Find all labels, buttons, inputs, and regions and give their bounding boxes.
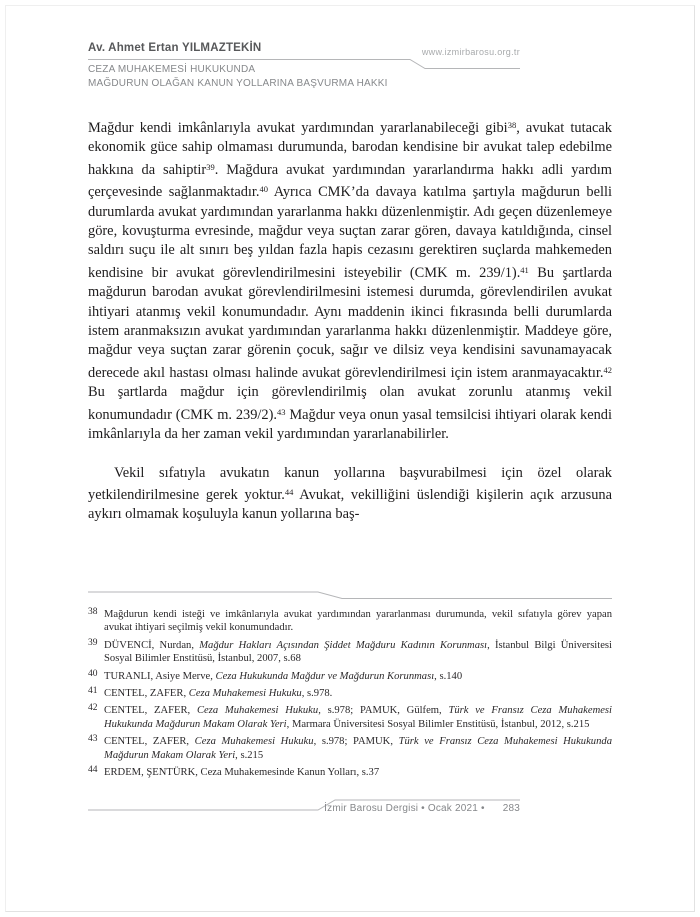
footnote-number: 40 — [88, 668, 98, 679]
footnote-number: 44 — [88, 765, 98, 776]
footnote — [88, 608, 612, 635]
footnote-text: , s.978; PAMUK, Gülfem, — [318, 705, 449, 717]
footnote-text: CENTEL, ZAFER, — [104, 736, 195, 748]
footnote-text: Ceza Muhakemesi Hukuku — [194, 736, 314, 748]
text-segment: Mağdur veya onun yasal temsilcisi ihtiyari olarak kendi imkânlarıyla da her zaman vekil yardımından yararlanabilirler. — [88, 406, 612, 443]
footnote-number: 38 — [88, 607, 98, 617]
footnote-ref: 43 — [277, 406, 286, 417]
footnote — [88, 735, 612, 762]
footnote-text: , İstanbul Bilgi Üniversitesi Sosyal Bilimler Enstitüsü, İstanbul, 2007, s.68 — [104, 639, 612, 665]
footnote-text: Ceza Muhakemesi Hukuku — [196, 705, 319, 717]
paragraph — [88, 464, 612, 525]
text-segment: Vekil sıfatıyla avukatın kanun yollarına başvurabilmesi için özel olarak yetkilendirilmesine gerek yoktur. — [88, 464, 612, 503]
footnote-text: ERDEM, ŞENTÜRK, Ceza Muhakemesinde Kanun Yolları, s.37 — [104, 767, 380, 779]
text-segment: , avukat tutacak ekonomik güce sahip olmaması durumunda, barodan kendisine bir avukat talep edebilme hakkına da sahiptir — [88, 120, 612, 178]
footnote-text: , s.978. — [301, 688, 333, 700]
footnote-text: Mağdur Hakları Açısından Şiddet Mağduru Kadının Korunması — [199, 639, 488, 651]
footnote-text: Türk ve Fransız Ceza Muhakemesi Hukukunda Mağdurun Makam Olarak Yeri — [104, 705, 613, 730]
footnote-ref: 42 — [603, 364, 612, 375]
footnote-number: 43 — [88, 734, 98, 745]
text-segment: Bu şartlarda mağdurun barodan avukat görevlendirilmesini istemesi durumda, görevlendirilen avukat ihtiyari atanmış vekil konumundadır. Aynı maddenin ikinci fıkrasında belli durumlarda istem aranmaksızın avukat yardımından yararlanma hakkı düzenlenmiştir. Maddeye göre, mağdur veya suçtan zarar görenin çocuk, sağır ve dilsiz veya kendisini savunamayacak derecede akıl hastası olması halinde avukat görevlendirilmesi için istem aranmayacaktır. — [88, 264, 612, 381]
footnote-list — [88, 608, 612, 779]
article-body — [88, 116, 612, 594]
page-header — [88, 42, 612, 112]
footnote-text: Türk ve Fransız Ceza Muhakemesi Hukukunda Mağdurun Makam Olarak Yeri — [104, 736, 612, 761]
footer-text — [318, 803, 520, 814]
footnote — [88, 766, 612, 779]
footnote — [88, 687, 612, 700]
journal-name: İzmir Barosu Dergisi • Ocak 2021 • — [324, 803, 485, 814]
footnote-text: , Marmara Üniversitesi Sosyal Bilimler Enstitüsü, İstanbul, 2012, s.215 — [286, 718, 590, 730]
footnote-text: , s.140 — [434, 670, 463, 682]
footnotes-section — [88, 591, 612, 779]
website-url: www.izmirbarosu.org.tr — [421, 47, 520, 57]
footnote-text: , s.978; PAMUK, — [313, 736, 399, 748]
footnote-separator — [88, 591, 612, 600]
footnote-text: TURANLI, Asiye Merve, — [104, 670, 216, 682]
footnote-ref: 40 — [259, 184, 269, 195]
footnote-number: 39 — [88, 637, 98, 648]
footnote — [88, 639, 612, 666]
article-title-line2: MAĞDURUN OLAĞAN KANUN YOLLARINA BAŞVURMA HAKKI — [88, 78, 388, 89]
text-segment: Bu şartlarda mağdur için görevlendirilmiş olan avukat zorunlu atanmış vekil konumundadır (CMK m. 239/2). — [88, 384, 612, 423]
footnote-text: DÜVENCİ, Nurdan, — [104, 639, 200, 651]
article-title-line1: CEZA MUHAKEMESİ HUKUKUNDA — [88, 64, 256, 75]
text-segment: Mağdur kendi imkânlarıyla avukat yardımından yararlanabileceği gibi — [88, 120, 508, 136]
text-segment: Ayrıca CMK’da davaya katılma şartıyla mağdurun belli durumlarda avukat yardımından yararlanma hakkı düzenlenmiştir. Adı geçen düzenlemeye göre, kovuşturma evresinde, mağdur veya suçtan zarar gören, davaya katıldığında, cinsel saldırı suçu ile alt sınırı beş yıldan fazla hapis cezasını gerektiren suçlarda mahkemeden kendisine bir avukat görevlendirilmesini isteyebilir (CMK m. 239/1). — [88, 184, 612, 281]
footnote-text: CENTEL, ZAFER, — [104, 688, 189, 700]
footnote-ref: 44 — [284, 486, 294, 497]
footnote — [88, 704, 612, 731]
footnote-number: 42 — [88, 703, 98, 714]
footnote-text: , s.215 — [235, 749, 264, 761]
text-segment: Avukat, vekilliğini üslendiği kişilerin açık arzusuna aykırı olmamak koşuluyla kanun yollarına baş- — [88, 486, 612, 523]
footnote-text: Ceza Muhakemesi Hukuku — [188, 688, 302, 700]
footnote-text: Ceza Hukukunda Mağdur ve Mağdurun Korunması — [215, 670, 435, 682]
footnote-ref: 38 — [507, 120, 517, 130]
footnote — [88, 670, 612, 683]
page-footer — [88, 795, 612, 827]
footnote-text: CENTEL, ZAFER, — [104, 705, 197, 717]
footnote-ref: 41 — [520, 264, 529, 275]
footnote-number: 41 — [88, 686, 98, 697]
page-number: 283 — [502, 803, 520, 814]
author-name: Av. Ahmet Ertan YILMAZTEKİN — [88, 42, 262, 54]
footnote-ref: 39 — [206, 161, 215, 172]
footnote-text: Mağdurun kendi isteği ve imkânlarıyla avukat yardımından yararlanması durumunda, vekil sıfatıyla görev yapan avukat ihtiyari seçilmiş vekil konumundadır. — [104, 609, 612, 634]
text-segment: . Mağdura avukat yardımından yararlandırma hakkı adli yardım çerçevesinde sağlanmaktadır. — [88, 161, 612, 201]
paragraph — [88, 116, 612, 445]
